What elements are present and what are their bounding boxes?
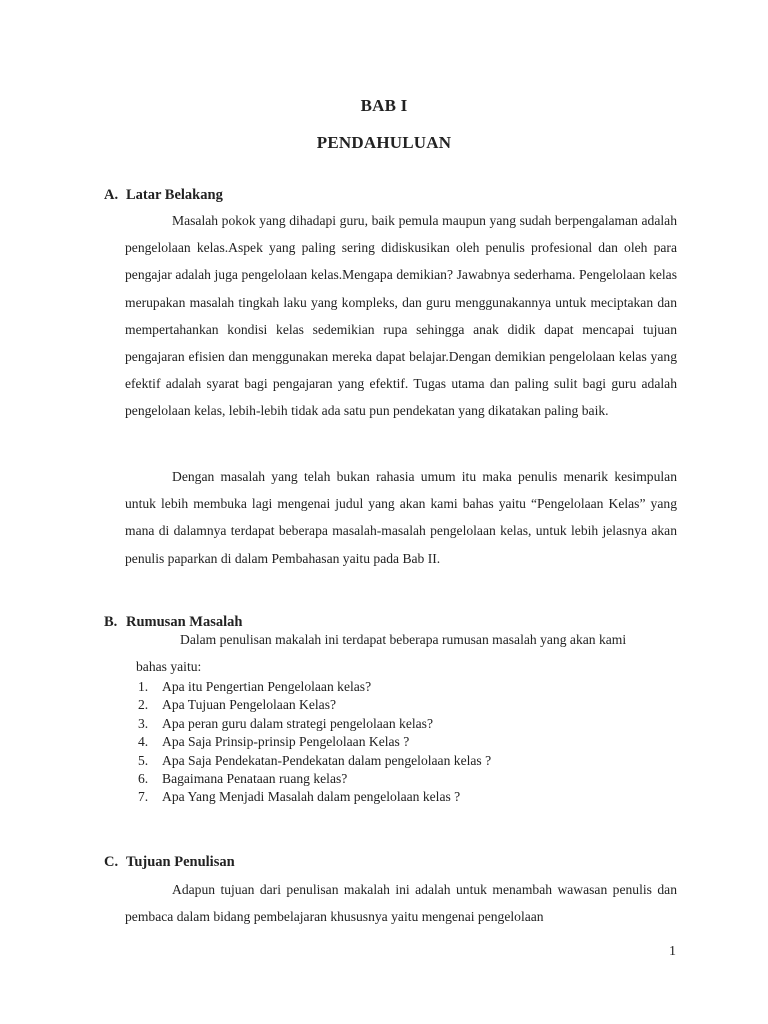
section-a-label: A. [104, 187, 119, 203]
section-a-paragraph-1: Masalah pokok yang dihadapi guru, baik pemula maupun yang sudah berpengalaman adalah pengelolaan kelas.Aspek yang paling sering didiskusikan oleh penulis profesional dan oleh para pengajar adalah juga pengelolaan kelas.Mengapa demikian? Jawabnya sederhama. Pengelolaan kelas merupakan masalah tingkah laku yang kompleks, dan guru menggunakannya untuk meciptakan dan mempertahankan kondisi kelas sedemikian rupa sehingga anak didik dapat mencapai tujuan pengajaran efisien dan menggunakan mereka dapat belajar.Dengan demikian pengelolaan kelas yang efektif adalah syarat bagi pengajaran yang efektif. Tugas utama dan paling sulit bagi guru adalah pengelolaan kelas, lebih-lebih tidak ada satu pun pendekatan yang dikatakan paling baik. [125, 213, 677, 419]
list-item [138, 770, 491, 788]
list-item-text: Apa Yang Menjadi Masalah dalam pengelolaan kelas ? [162, 789, 461, 805]
list-item-number: 4. [138, 734, 149, 750]
list-item [138, 696, 491, 714]
problem-list [138, 678, 491, 807]
list-item-text: Apa itu Pengertian Pengelolaan kelas? [162, 679, 372, 694]
list-item-text: Apa Saja Pendekatan-Pendekatan dalam pengelolaan kelas ? [162, 752, 492, 768]
section-c-label: C. [104, 854, 119, 870]
section-c-heading [104, 854, 235, 871]
list-item-number: 6. [138, 770, 149, 786]
section-a-paragraph-2: Dengan masalah yang telah bukan rahasia umum itu maka penulis menarik kesimpulan untuk lebih membuka lagi mengenai judul yang akan kami bahas yaitu “Pengelolaan Kelas” yang mana di dalamnya terdapat beberapa masalah-masalah pengelolaan kelas, untuk lebih jelasnya akan penulis paparkan di dalam Pembahasan yaitu pada Bab II. [125, 469, 677, 566]
list-item-text: Apa Saja Prinsip-prinsip Pengelolaan Kelas ? [162, 734, 410, 750]
list-item-number: 7. [138, 789, 149, 805]
list-item-text: Bagaimana Penataan ruang kelas? [162, 770, 348, 786]
page-number: 1 [669, 944, 676, 959]
list-item-number: 2. [138, 697, 149, 713]
section-a-heading [104, 187, 223, 204]
list-item-number: 5. [138, 752, 149, 768]
list-item [138, 715, 491, 733]
list-item [138, 752, 491, 770]
section-b-heading [104, 614, 242, 631]
section-c-paragraph-1: Adapun tujuan dari penulisan makalah ini adalah untuk menambah wawasan penulis dan pembaca dalam bidang pembelajaran khususnya yaitu mengenai pengelolaan [125, 882, 677, 925]
list-item-number: 3. [138, 715, 149, 731]
section-c-title: Tujuan Penulisan [126, 854, 235, 870]
section-b-intro-line-1: Dalam penulisan makalah ini terdapat beberapa rumusan masalah yang akan kami [180, 632, 627, 647]
chapter-number: BAB I [360, 96, 408, 115]
list-item-text: Apa peran guru dalam strategi pengelolaan kelas? [162, 715, 434, 731]
list-item-text: Apa Tujuan Pengelolaan Kelas? [162, 697, 337, 713]
section-b-title: Rumusan Masalah [126, 614, 243, 630]
chapter-title: PENDAHULUAN [316, 133, 452, 152]
section-b-label: B. [104, 614, 118, 630]
list-item [138, 733, 491, 751]
list-item [138, 788, 491, 806]
list-item [138, 678, 491, 696]
section-a-title: Latar Belakang [126, 187, 223, 203]
list-item-number: 1. [138, 679, 149, 694]
section-b-intro-line-2: bahas yaitu: [136, 659, 202, 674]
